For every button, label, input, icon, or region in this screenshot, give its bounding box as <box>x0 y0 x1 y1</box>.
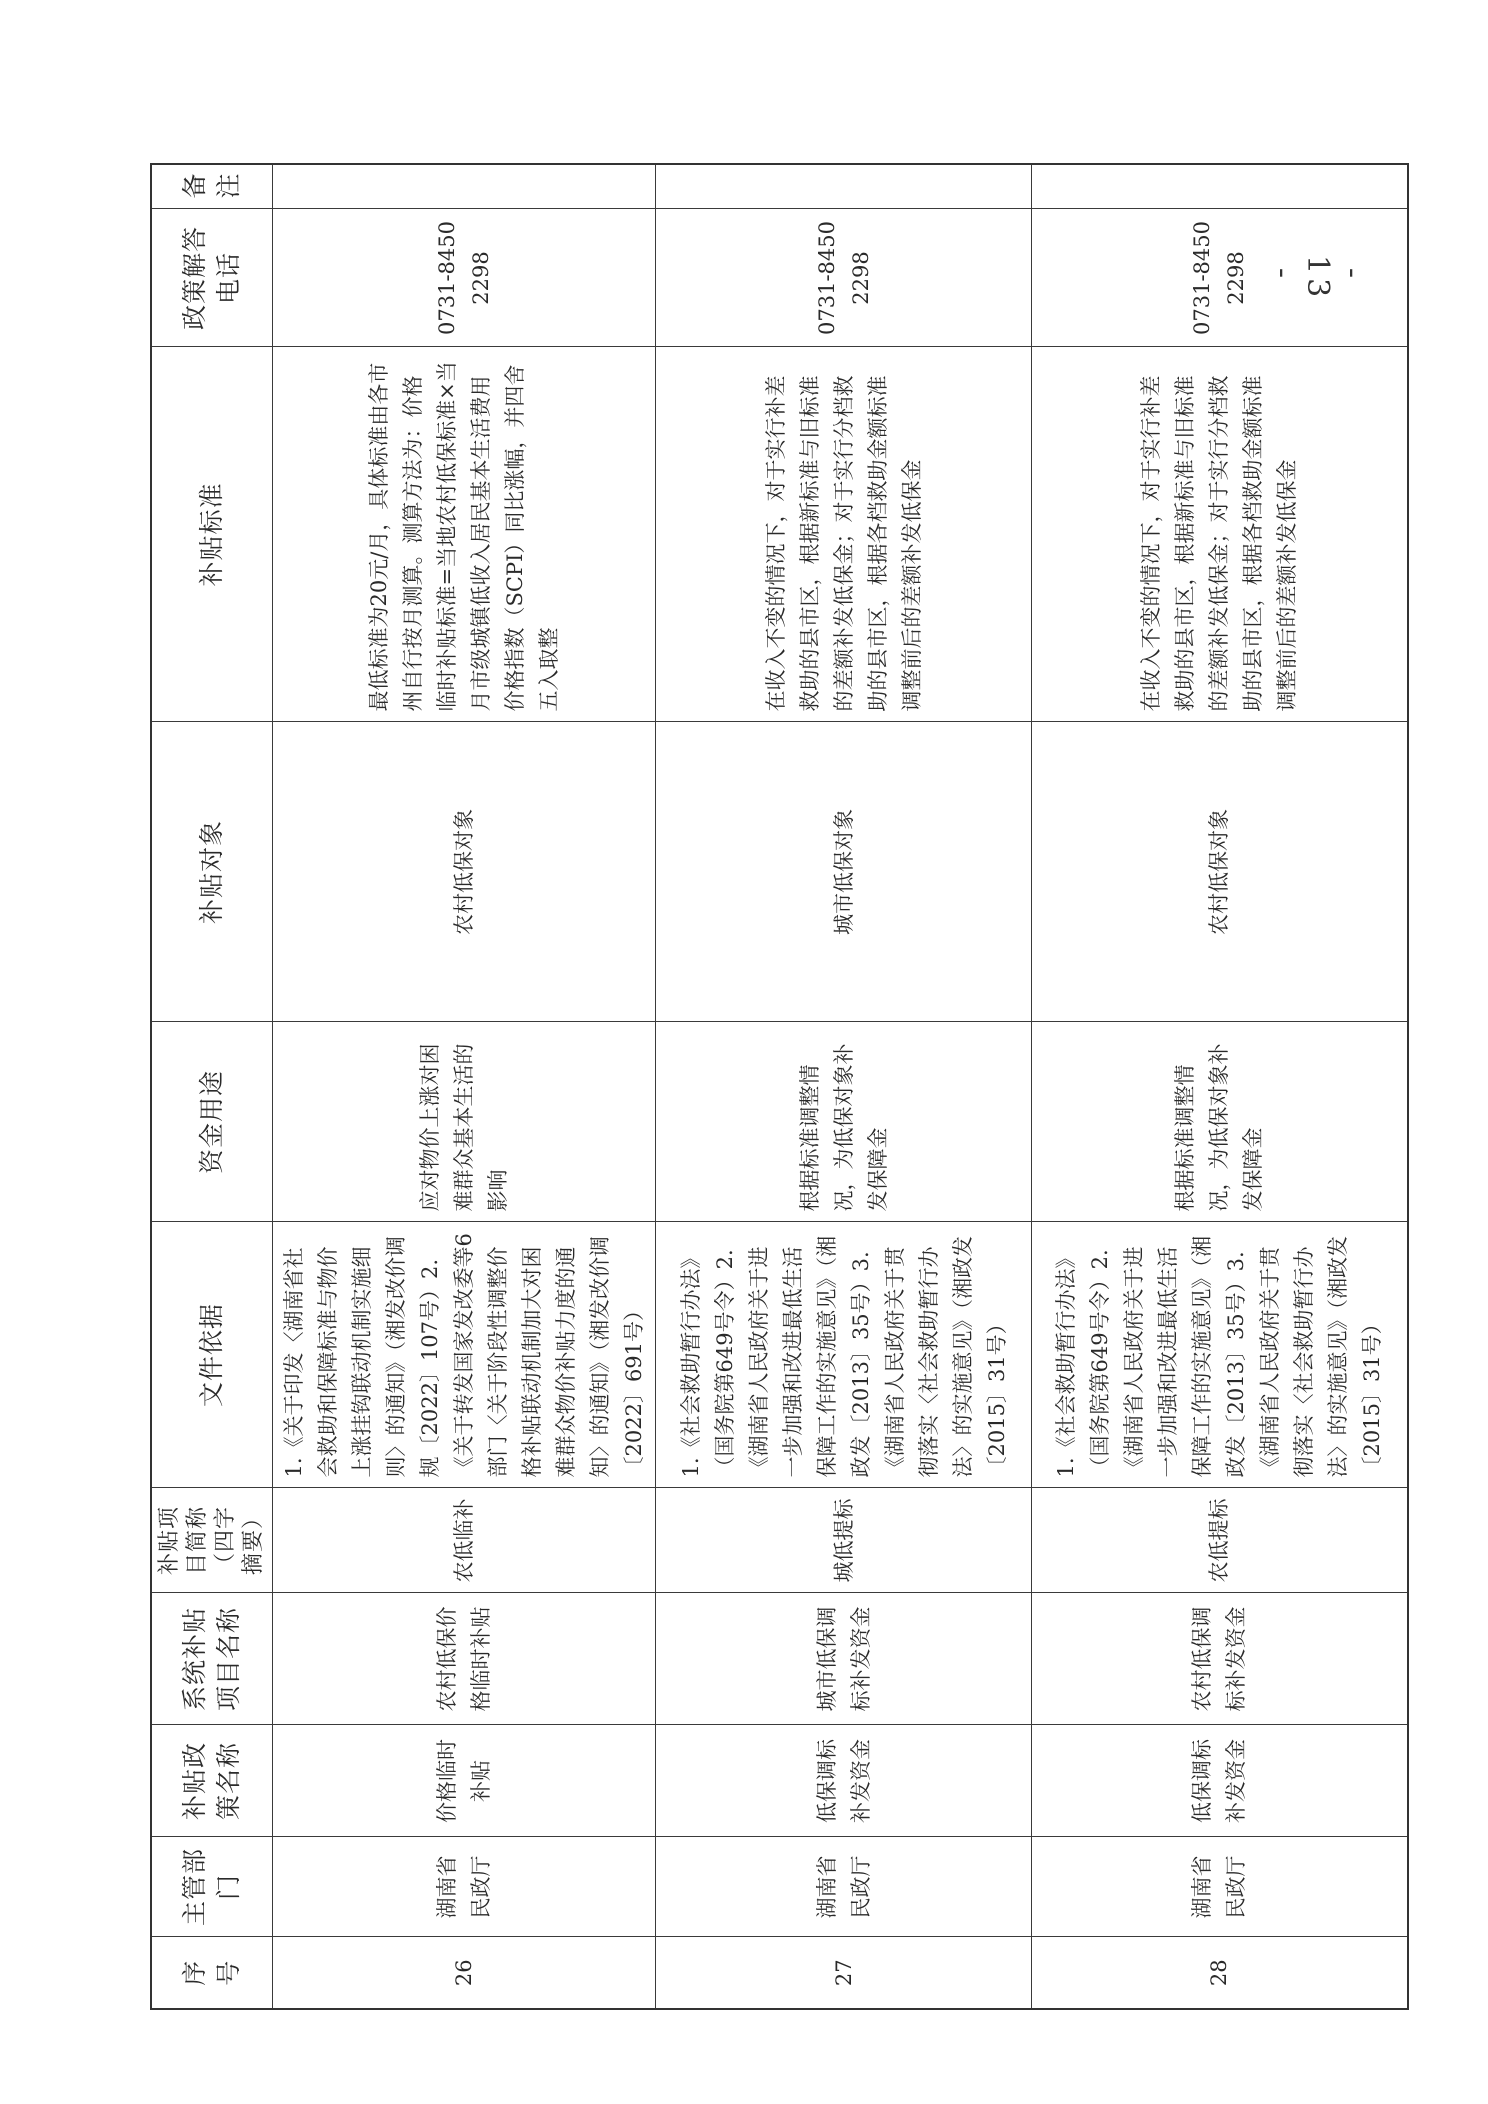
cell-documents: 1.《社会救助暂行办法》（国务院第649号令）2.《湖南省人民政府关于进一步加强和改进最低生活保障工作的实施意见》（湘政发〔2013〕35号）3.《湖南省人民政府关于贯彻落实〈社会救助暂行办法〉的实施意见》（湘政发〔2015〕31号） <box>656 1222 1032 1488</box>
cell-short-name: 农低临补 <box>273 1488 656 1593</box>
cell-documents: 1.《社会救助暂行办法》（国务院第649号令）2.《湖南省人民政府关于进一步加强和改进最低生活保障工作的实施意见》（湘政发〔2013〕35号）3.《湖南省人民政府关于贯彻落实〈社会救助暂行办法〉的实施意见》（湘政发〔2015〕31号） <box>1032 1222 1408 1488</box>
cell-seq: 28 <box>1032 1937 1408 2009</box>
header-row <box>151 164 273 2009</box>
header-target: 补贴对象 <box>151 722 273 1022</box>
cell-phone: 0731-84502298 <box>1032 209 1408 347</box>
header-policy: 补贴政策名称 <box>151 1725 273 1837</box>
header-purpose: 资金用途 <box>151 1022 273 1222</box>
header-standard: 补贴标准 <box>151 347 273 722</box>
header-documents: 文件依据 <box>151 1222 273 1488</box>
cell-system-item: 城市低保调标补发资金 <box>656 1593 1032 1725</box>
cell-dept: 湖南省民政厅 <box>656 1837 1032 1937</box>
cell-seq: 27 <box>656 1937 1032 2009</box>
cell-system-item: 农村低保价格临时补贴 <box>273 1593 656 1725</box>
cell-standard: 在收入不变的情况下，对于实行补差救助的县市区，根据新标准与旧标准的差额补发低保金；对于实行分档救助的县市区，根据各档救助金额标准调整前后的差额补发低保金 <box>656 347 1032 722</box>
page-number: - 13 - <box>1265 255 1370 302</box>
cell-standard: 最低标准为20元/月，具体标准由各市州自行按月测算。测算方法为：价格临时补贴标准=当地农村低保标准×当月市级城镇低收入居民基本生活费用价格指数（SCPI）同比涨幅，并四舍五入取整 <box>273 347 656 722</box>
cell-purpose: 根据标准调整情况，为低保对象补发保障金 <box>1032 1022 1408 1222</box>
cell-policy: 低保调标补发资金 <box>656 1725 1032 1837</box>
header-phone: 政策解答电话 <box>151 209 273 347</box>
cell-seq: 26 <box>273 1937 656 2009</box>
cell-target: 农村低保对象 <box>273 722 656 1022</box>
cell-system-item: 农村低保调标补发资金 <box>1032 1593 1408 1725</box>
cell-remark <box>656 164 1032 209</box>
cell-target: 城市低保对象 <box>656 722 1032 1022</box>
cell-standard: 在收入不变的情况下，对于实行补差救助的县市区，根据新标准与旧标准的差额补发低保金；对于实行分档救助的县市区，根据各档救助金额标准调整前后的差额补发低保金 <box>1032 347 1408 722</box>
cell-policy: 低保调标补发资金 <box>1032 1725 1408 1837</box>
cell-phone: 0731-84502298 <box>273 209 656 347</box>
subsidy-policy-table <box>150 163 1409 2010</box>
rotated-table-container <box>150 165 1390 2010</box>
cell-dept: 湖南省民政厅 <box>273 1837 656 1937</box>
header-dept: 主管部门 <box>151 1837 273 1937</box>
header-seq: 序号 <box>151 1937 273 2009</box>
cell-documents: 1.《关于印发〈湖南省社会救助和保障标准与物价上涨挂钩联动机制实施细则〉的通知》（湘发改价调规〔2022〕107号）2.《关于转发国家发改委等6部门〈关于阶段性调整价格补贴联动机制加大对困难群众物价补贴力度的通知〉的通知》（湘发改价调〔2022〕691号） <box>273 1222 656 1488</box>
cell-remark <box>1032 164 1408 209</box>
cell-short-name: 农低提标 <box>1032 1488 1408 1593</box>
table-row <box>273 164 656 2009</box>
cell-phone: 0731-84502298 <box>656 209 1032 347</box>
cell-policy: 价格临时补贴 <box>273 1725 656 1837</box>
cell-purpose: 应对物价上涨对困难群众基本生活的影响 <box>273 1022 656 1222</box>
header-system-item: 系统补贴项目名称 <box>151 1593 273 1725</box>
header-remark: 备注 <box>151 164 273 209</box>
cell-remark <box>273 164 656 209</box>
table-row <box>1032 164 1408 2009</box>
header-short-name: 补贴项目简称（四字摘要） <box>151 1488 273 1593</box>
cell-short-name: 城低提标 <box>656 1488 1032 1593</box>
cell-dept: 湖南省民政厅 <box>1032 1837 1408 1937</box>
cell-purpose: 根据标准调整情况，为低保对象补发保障金 <box>656 1022 1032 1222</box>
cell-target: 农村低保对象 <box>1032 722 1408 1022</box>
table-row <box>656 164 1032 2009</box>
